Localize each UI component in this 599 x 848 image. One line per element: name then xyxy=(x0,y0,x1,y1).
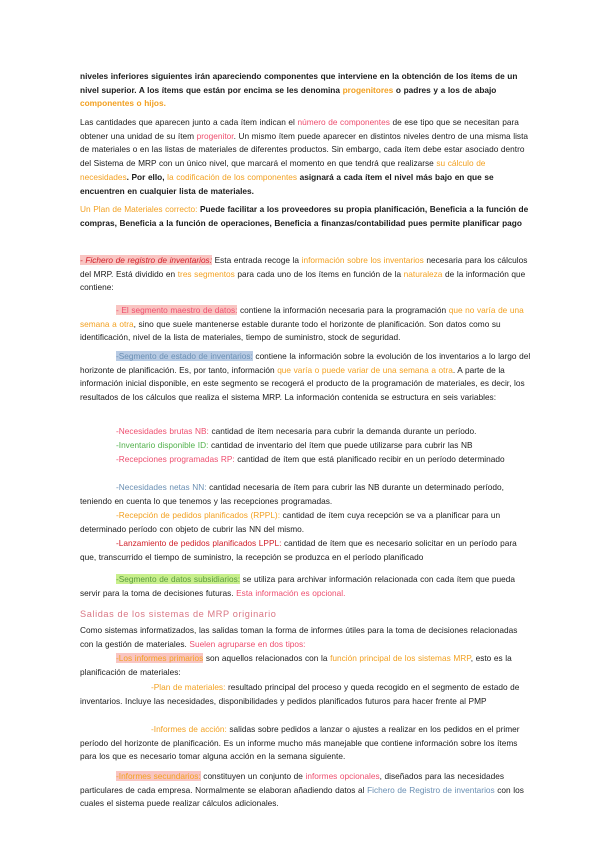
variable-lppl xyxy=(80,537,532,564)
paragraph-plan-de-materiales xyxy=(80,681,532,708)
term-funcion-principal: función principal de los sistemas MRP xyxy=(330,653,471,663)
text: de ese tipo que se necesitan para obtener una unidad de su ítem xyxy=(80,117,519,141)
text: contiene la información necesaria para la programación xyxy=(237,305,449,315)
term-progenitor: progenitor xyxy=(196,130,234,141)
variable-text: cantidad de ítem que está planificado recibir en un período determinado xyxy=(234,454,505,464)
term-progenitores: progenitores xyxy=(342,84,394,95)
text: salidas sobre pedidos a lanzar o ajustes a realizar en los pedidos en el primer período del horizonte de planificación. Es un informe mucho más manejable que contiene información sobre los ítems para los que es necesario tomar alguna acción en la semana siguiente. xyxy=(80,724,520,762)
paragraph-segmento-subsidiarios xyxy=(80,573,532,600)
text: Como sistemas informatizados, las salidas toman la forma de informes útiles para la toma de decisiones relacionadas con la gestión de materiales. xyxy=(80,625,518,649)
paragraph-plan-materiales xyxy=(80,203,532,230)
term-informacion-inventarios: información sobre los inventarios xyxy=(301,255,424,265)
term-informes-opcionales: informes opcionales xyxy=(305,771,380,781)
paragraph-fichero-registro xyxy=(80,254,532,295)
term-dos-tipos: Suelen agruparse en dos tipos: xyxy=(189,638,306,649)
text: para cada uno de los ítems en función de la xyxy=(234,268,404,279)
text: resultado principal del proceso y queda recogido en el segmento de estado de inventarios. Incluye las necesidades, disponibilidades y pedidos planificados futuros para hacer frente al PMP xyxy=(80,682,520,706)
paragraph-quantities xyxy=(80,116,532,198)
paragraph-informes-accion xyxy=(80,723,532,764)
text: Puede facilitar a los proveedores su propia planificación, Beneficia a la función de compras, Beneficia a la función de operaciones, Beneficia a finanzas/contabilidad pues permite planificar pago xyxy=(80,204,529,228)
variable-text: cantidad de inventario del ítem que puede utilizarse para cubrir las NB xyxy=(208,440,473,450)
paragraph-informes-primarios xyxy=(80,652,532,679)
text: , diseñados para las necesidades particulares de cada empresa. Normalmente se elaboran añadiendo datos al xyxy=(80,771,504,795)
heading-informes-secundarios: -Informes secundarios: xyxy=(116,771,201,781)
paragraph-segmento-estado xyxy=(80,350,532,405)
text: contiene la información sobre la evolución de los inventarios a lo largo del horizonte de planificación. Es, por tanto, información xyxy=(80,351,531,375)
heading-segmento-subsidiarios: -Segmento de datos subsidiarios: xyxy=(116,574,241,584)
variable-label: -Inventario disponible ID: xyxy=(116,440,209,450)
paragraph-bom-levels xyxy=(80,70,532,111)
variable-rppl xyxy=(80,509,532,536)
section-title: Salidas de los sistemas de MRP originario xyxy=(80,609,277,619)
term-tres-segmentos: tres segmentos xyxy=(177,268,235,279)
paragraph-informes-secundarios xyxy=(80,770,532,811)
variable-label: -Necesidades brutas NB: xyxy=(116,426,209,436)
text: se utiliza para archivar información relacionada con cada ítem que pueda servir para la toma de decisiones futuras. xyxy=(80,574,515,598)
term-varia: que varía o puede variar de una semana a otra xyxy=(277,364,453,375)
term-codificacion: la codificación de los componentes xyxy=(167,171,298,182)
variable-rp xyxy=(80,453,532,467)
term-numero-componentes: número de componentes xyxy=(297,117,390,127)
text: con los cuales el sistema puede realizar cálculos adicionales. xyxy=(80,784,524,809)
term-opcional: Esta información es opcional. xyxy=(236,587,346,598)
variable-text: cantidad de ítem que es necesario solicitar en un período para que, transcurrido el tiempo de suministro, la recepción se produzca en el período planificado xyxy=(80,538,517,562)
text: de la información que contiene: xyxy=(80,268,526,293)
heading-plan-de-materiales: -Plan de materiales: xyxy=(151,682,226,692)
term-componentes: componentes o hijos. xyxy=(80,98,166,109)
text: . A parte de la información inicial disponible, en este segmento se recogerá el producto de la programación de materiales, es decir, los resultados de los cálculos que realiza el sistema MRP. La información contenida se estructura en seis variables: xyxy=(80,364,525,403)
variable-text: cantidad necesaria de ítem para cubrir las NB durante un determinado período, teniendo en cuenta lo que tenemos y las recepciones programadas. xyxy=(80,482,504,506)
term-naturaleza: naturaleza xyxy=(403,268,443,279)
text: necesaria para los cálculos del MRP. Está dividido en xyxy=(80,255,528,279)
text: asignará a cada ítem el nivel más bajo en que se encuentren en cualquier lista de materiales. xyxy=(80,171,494,196)
paragraph-segmento-maestro xyxy=(80,304,532,345)
variable-nb xyxy=(80,425,532,439)
heading-fichero-registro: - Fichero de registro de inventarios: xyxy=(80,255,213,265)
variable-text: cantidad de ítem necesaria para cubrir la demanda durante un período. xyxy=(208,426,477,436)
term-fichero-registro: Fichero de Registro de inventarios xyxy=(367,784,495,795)
variable-label: -Necesidades netas NN: xyxy=(116,482,207,492)
paragraph-salidas xyxy=(80,624,532,651)
text: , sino que suele mantenerse estable durante todo el horizonte de planificación. Son datos como su identificación, nivel de la lista de materiales, tiempo de suministro, stock de seguridad. xyxy=(80,318,501,343)
variable-id xyxy=(80,439,532,453)
term-no-varia: que no varía de una semana a otra xyxy=(80,305,524,329)
term-calculo-necesidades: su cálculo de necesidades xyxy=(80,158,486,182)
heading-segmento-estado: -Segmento de estado de inventarios: xyxy=(116,351,253,361)
heading-segmento-maestro: - El segmento maestro de datos: xyxy=(116,305,238,315)
text: Esta entrada recoge la xyxy=(212,255,302,265)
term-plan-materiales: Un Plan de Materiales correcto: xyxy=(80,204,198,214)
text: , esto es la planificación de materiales: xyxy=(80,653,512,677)
variable-label: -Recepción de pedidos planificados (RPPL): xyxy=(116,510,281,520)
variable-nn xyxy=(80,481,532,508)
text: . Por ello, xyxy=(126,171,168,182)
variable-label: -Lanzamiento de pedidos planificados LPPL: xyxy=(116,538,282,548)
text: niveles inferiores siguientes irán apareciendo componentes que interviene en la obtención de los ítems de un nivel superior. A los ítems que están por encima se les denomina xyxy=(80,71,518,95)
variable-text: cantidad de ítem cuya recepción se va a planificar para un determinado período con objeto de cubrir las NN del mismo. xyxy=(80,510,501,534)
text: son aquellos relacionados con la xyxy=(203,653,331,663)
text: . Un mismo ítem puede aparecer en distintos niveles dentro de una misma lista de materiales o en las listas de materiales de diferentes productos. Sin embargo, cada ítem debe estar asociado dentro del Sistema de MRP con un único nivel, que marcará el momento en que tendrá que realizarse xyxy=(80,130,528,169)
text: Las cantidades que aparecen junto a cada ítem indican el xyxy=(80,117,298,127)
text: constituyen un conjunto de xyxy=(200,771,306,781)
heading-informes-primarios: -Los informes primarios xyxy=(116,653,204,663)
variable-label: -Recepciones programadas RP: xyxy=(116,454,235,464)
text: o padres y a los de abajo xyxy=(393,84,497,95)
heading-informes-accion: -Informes de acción: xyxy=(151,724,227,734)
